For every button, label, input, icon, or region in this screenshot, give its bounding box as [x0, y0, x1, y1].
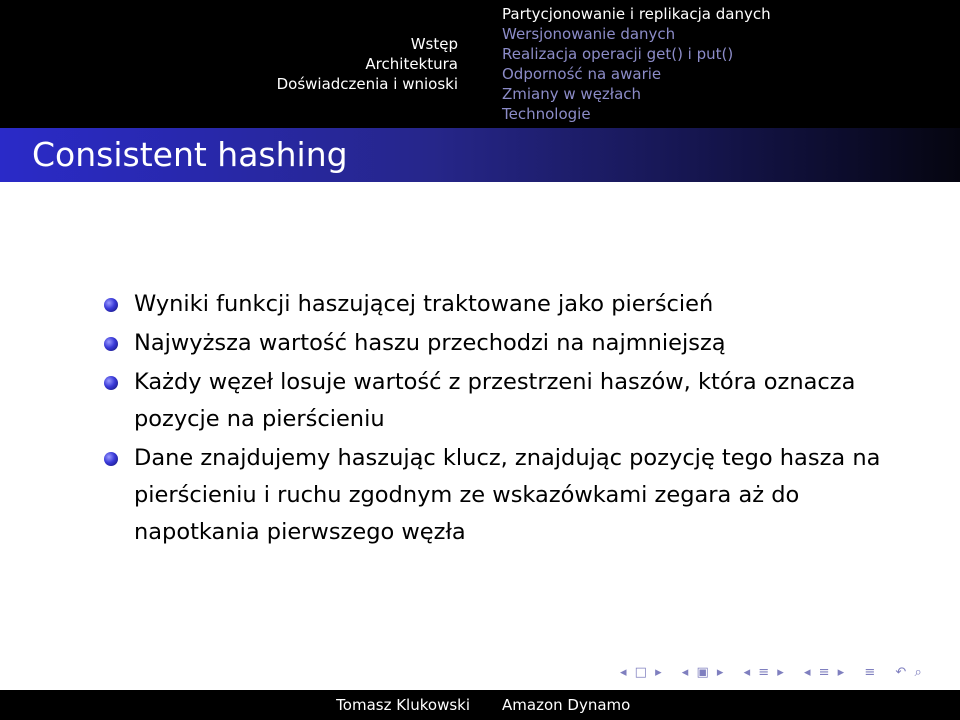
- bullet-ball-icon: [104, 452, 118, 466]
- bullet-item: [100, 364, 920, 438]
- bullet-text: Najwyższa wartość haszu przechodzi na najmniejszą: [134, 330, 726, 356]
- slide-content: [100, 286, 920, 553]
- navigation-symbols: [620, 665, 926, 689]
- footer-short-title: Amazon Dynamo: [502, 696, 631, 714]
- section-list: [0, 34, 468, 94]
- bullet-ball-icon: [104, 337, 118, 351]
- frame-prev-icon[interactable]: ◂: [681, 665, 689, 680]
- slide-next-icon[interactable]: ▸: [655, 665, 662, 680]
- bullet-item: [100, 325, 920, 362]
- bullet-item: [100, 286, 920, 323]
- slide-prev-icon[interactable]: ◂: [620, 665, 627, 680]
- nav-section-wstep[interactable]: Wstęp: [410, 35, 458, 53]
- bullet-text: Wyniki funkcji haszującej traktowane jako pierścień: [134, 291, 714, 317]
- section-icon[interactable]: ≡: [818, 665, 830, 680]
- footer-author: Tomasz Klukowski: [336, 696, 470, 714]
- subsection-list: [502, 4, 771, 124]
- bullet-text: Dane znajdujemy haszując klucz, znajdując pozycję tego hasza na pierścieniu i ruchu zgodnym ze wskazówkami zegara aż do napotkania pierwszego węzła: [134, 445, 881, 545]
- top-navigation-bar: [0, 0, 960, 128]
- search-icon[interactable]: ⌕: [914, 665, 922, 680]
- subsection-next-icon[interactable]: ▸: [777, 665, 784, 680]
- nav-section-doswiadczenia[interactable]: Doświadczenia i wnioski: [276, 75, 458, 93]
- subsection-prev-icon[interactable]: ◂: [743, 665, 751, 680]
- bullet-text: Każdy węzeł losuje wartość z przestrzeni haszów, która oznacza pozycje na pierścieniu: [134, 369, 856, 432]
- bullet-item: [100, 440, 920, 551]
- back-icon[interactable]: ↶: [895, 665, 907, 680]
- align-icon[interactable]: ≡: [864, 665, 876, 680]
- subsection-icon[interactable]: ≡: [758, 665, 770, 680]
- nav-subsection-technologie[interactable]: Technologie: [502, 105, 591, 123]
- nav-subsection-odpornosc[interactable]: Odporność na awarie: [502, 65, 662, 83]
- frame-title: Consistent hashing: [32, 135, 348, 174]
- nav-subsection-partycjonowanie[interactable]: Partycjonowanie i replikacja danych: [502, 5, 771, 23]
- bullet-ball-icon: [104, 376, 118, 390]
- section-next-icon[interactable]: ▸: [837, 665, 845, 680]
- bullet-ball-icon: [104, 298, 118, 312]
- frame-title-bar: [0, 128, 960, 182]
- frame-icon[interactable]: ▣: [696, 665, 709, 680]
- section-prev-icon[interactable]: ◂: [803, 665, 811, 680]
- nav-subsection-wersjonowanie[interactable]: Wersjonowanie danych: [502, 25, 676, 43]
- slide-icon[interactable]: □: [634, 665, 647, 680]
- nav-subsection-zmiany[interactable]: Zmiany w węzłach: [502, 85, 642, 103]
- nav-subsection-realizacja[interactable]: Realizacja operacji get() i put(): [502, 45, 734, 63]
- frame-next-icon[interactable]: ▸: [716, 665, 724, 680]
- footer-bar: [0, 690, 960, 720]
- nav-section-architektura[interactable]: Architektura: [365, 55, 458, 73]
